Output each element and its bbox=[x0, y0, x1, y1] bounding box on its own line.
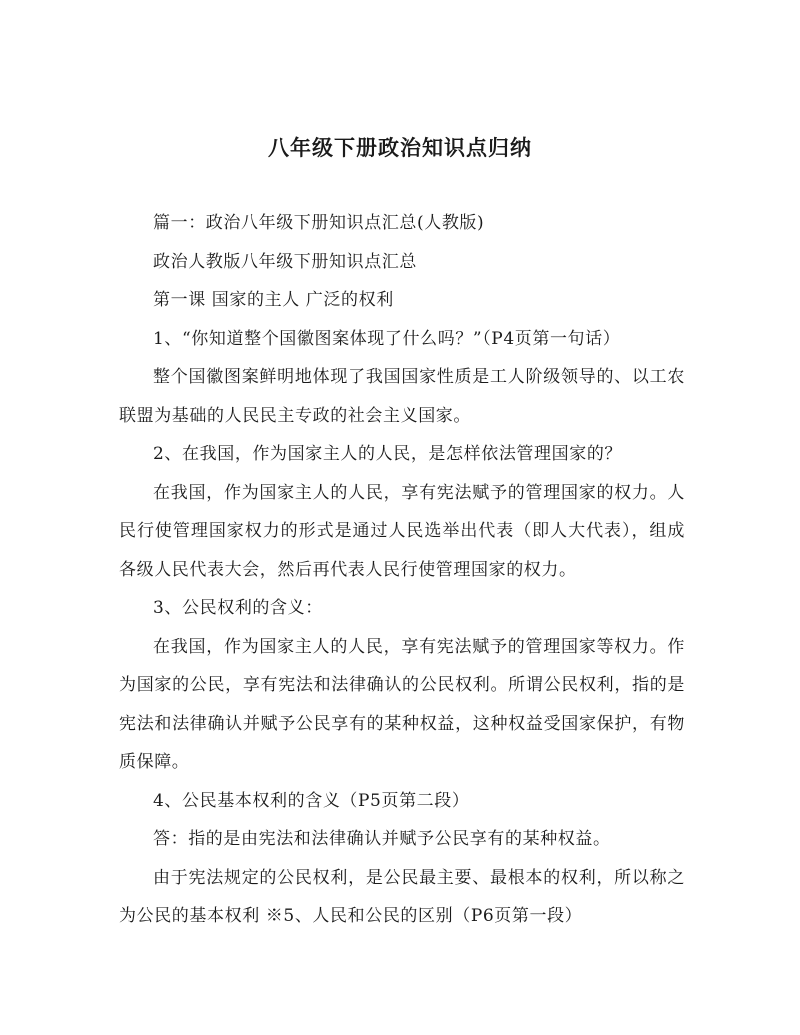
paragraph-lesson-heading: 第一课 国家的主人 广泛的权利 bbox=[153, 290, 394, 310]
paragraph-question-4: 4、公民基本权利的含义（P5页第二段） bbox=[153, 790, 470, 811]
paragraph-subtitle: 政治人教版八年级下册知识点汇总 bbox=[153, 251, 417, 272]
document-body bbox=[119, 204, 685, 936]
paragraph-question-2: 2、在我国，作为国家主人的人民，是怎样依法管理国家的？ bbox=[153, 444, 623, 464]
paragraph-answer-3: 在我国，作为国家主人的人民，享有宪法赋予的管理国家等权力。作为国家的公民，享有宪法和法律确认的公民权利。所谓公民权利，指的是宪法和法律确认并赋予公民享有的某种权益，这种权益受国家保护，有物质保障。 bbox=[119, 636, 685, 772]
paragraph-question-3: 3、公民权利的含义： bbox=[153, 598, 323, 618]
paragraph-answer-4: 答：指的是由宪法和法律确认并赋予公民享有的某种权益。 bbox=[153, 829, 611, 849]
paragraph-section-heading: 篇一：政治八年级下册知识点汇总(人教版) bbox=[153, 213, 485, 233]
paragraph-answer-1: 整个国徽图案鲜明地体现了我国国家性质是工人阶级领导的、以工农联盟为基础的人民民主专政的社会主义国家。 bbox=[119, 367, 685, 426]
paragraph-answer-4-cont: 由于宪法规定的公民权利，是公民最主要、最根本的权利，所以称之为公民的基本权利 ※5、人民和公民的区别（P6页第一段） bbox=[119, 867, 685, 926]
paragraph-answer-2: 在我国，作为国家主人的人民，享有宪法赋予的管理国家的权力。人民行使管理国家权力的形式是通过人民选举出代表（即人大代表），组成各级人民代表大会，然后再代表人民行使管理国家的权力。 bbox=[119, 482, 685, 580]
paragraph-question-1: 1、“你知道整个国徽图案体现了什么吗？”（P4页第一句话） bbox=[153, 328, 621, 349]
document-title: 八年级下册政治知识点归纳 bbox=[268, 135, 532, 160]
